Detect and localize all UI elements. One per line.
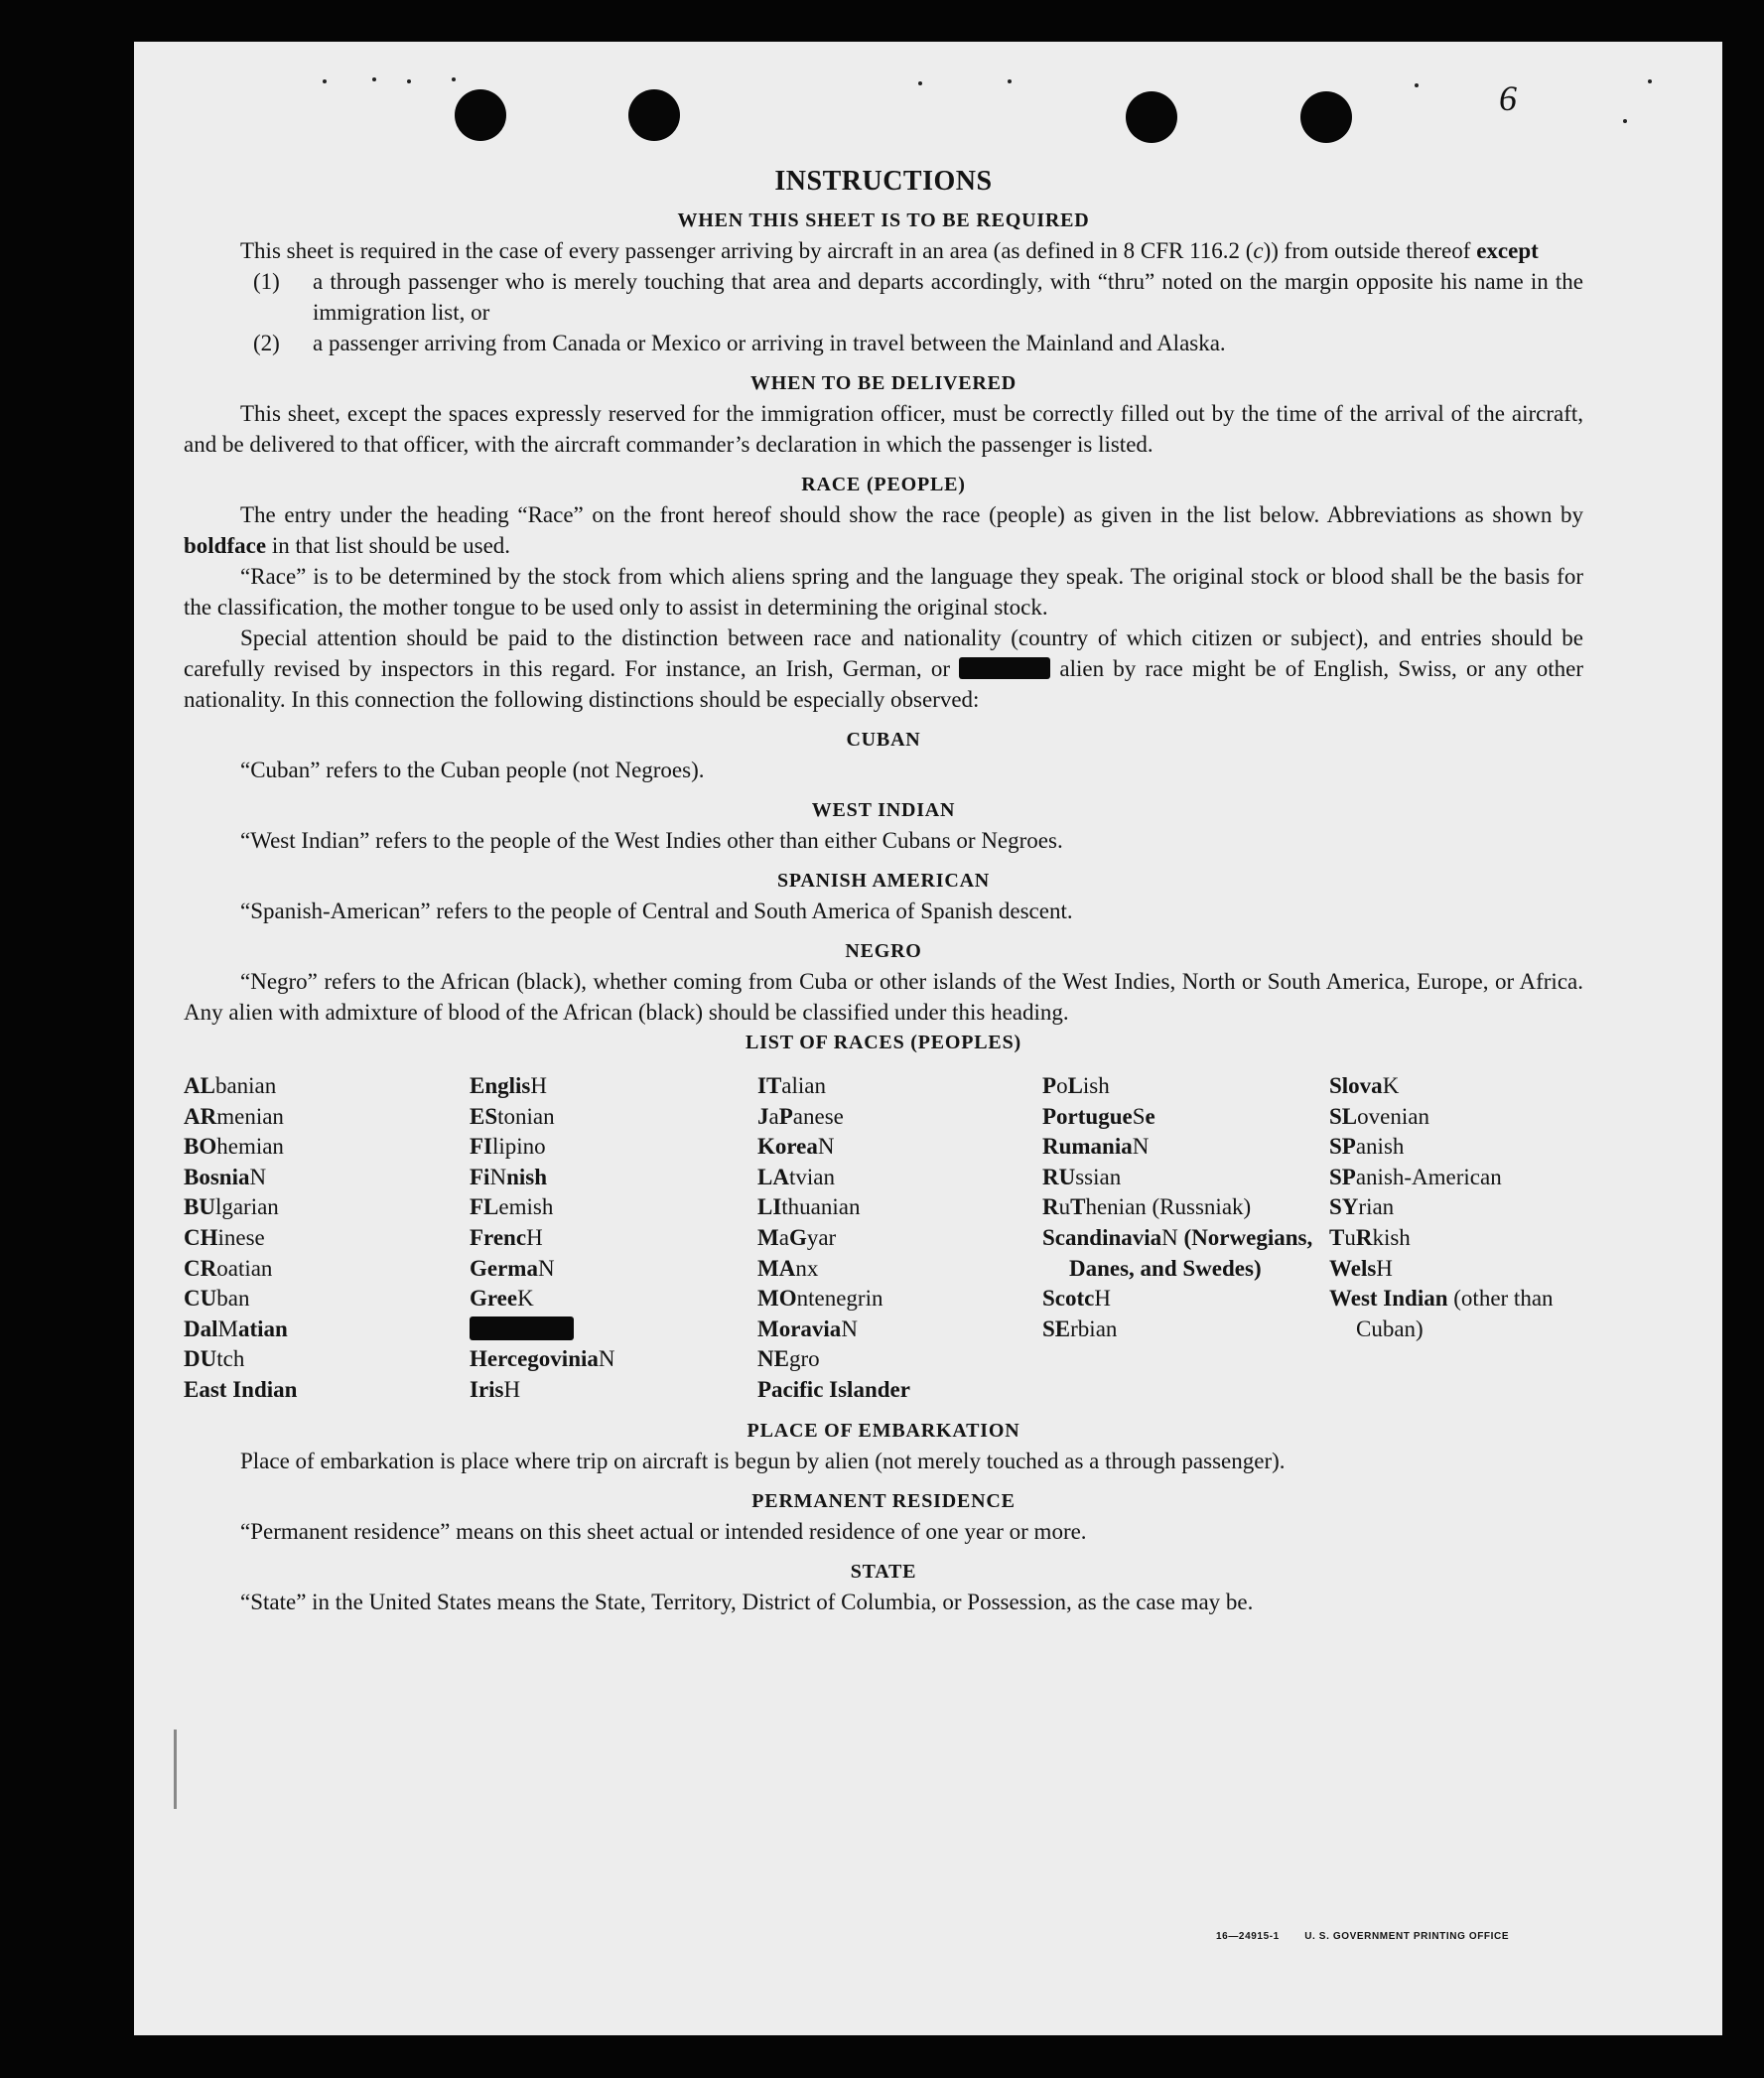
speck bbox=[407, 79, 411, 83]
race-item: FIlipino bbox=[470, 1134, 546, 1160]
punch-hole bbox=[1126, 91, 1177, 143]
race-item: MaGyar bbox=[757, 1224, 837, 1250]
spanish-american-text: “Spanish-American” refers to the people of Central and South America of Spanish descent. bbox=[240, 899, 1073, 923]
speck bbox=[452, 77, 456, 81]
section-heading-west-indian: WEST INDIAN bbox=[811, 799, 956, 821]
race-item: FiNnish bbox=[470, 1164, 548, 1189]
race-item: RumaniaN bbox=[1042, 1134, 1150, 1160]
speck bbox=[323, 79, 327, 83]
race-item: SPanish-American bbox=[1329, 1164, 1502, 1189]
punch-hole bbox=[455, 89, 506, 141]
race-item: CHinese bbox=[184, 1224, 265, 1250]
race-item: BUlgarian bbox=[184, 1194, 279, 1220]
section-heading-when-required: WHEN THIS SHEET IS TO BE REQUIRED bbox=[677, 209, 1090, 231]
page-title: INSTRUCTIONS bbox=[774, 166, 993, 197]
race-item: RUssian bbox=[1042, 1164, 1122, 1189]
state-text: “State” in the United States means the State, Territory, District of Columbia, or Possession, as the case may be. bbox=[240, 1589, 1254, 1614]
race-item: MoraviaN bbox=[757, 1316, 858, 1341]
race-item: ITalian bbox=[757, 1073, 826, 1098]
race-item: SlovaK bbox=[1329, 1073, 1400, 1098]
race-item: EnglisH bbox=[470, 1073, 547, 1098]
race-item: KoreaN bbox=[757, 1134, 835, 1160]
race-item: CUban bbox=[184, 1286, 250, 1312]
races-list bbox=[184, 1071, 1583, 1406]
race-item: DUtch bbox=[184, 1346, 245, 1372]
when-required-intro: This sheet is required in the case of every passenger arriving by aircraft in an area (as defined in 8 CFR 116.2 (c)) from outside thereof except bbox=[240, 238, 1539, 263]
residence-text: “Permanent residence” means on this sheet actual or intended residence of one year or more. bbox=[240, 1518, 1087, 1544]
race-column bbox=[1329, 1071, 1583, 1406]
form-number: 16—24915-1 bbox=[1216, 1931, 1280, 1942]
race-item: Pacific Islander bbox=[757, 1376, 910, 1402]
document-page bbox=[134, 42, 1722, 2035]
race-item: LIthuanian bbox=[757, 1194, 861, 1220]
redaction-mark bbox=[959, 657, 1050, 679]
race-item: JaPanese bbox=[757, 1103, 844, 1129]
scan-mark bbox=[174, 1730, 177, 1809]
speck bbox=[1008, 79, 1012, 83]
section-heading-race: RACE (PEOPLE) bbox=[801, 474, 966, 495]
speck bbox=[1415, 83, 1419, 87]
race-item bbox=[470, 1315, 757, 1345]
section-heading-when-delivered: WHEN TO BE DELIVERED bbox=[749, 372, 1018, 394]
form-footer bbox=[1216, 1931, 1509, 1942]
race-item: NEgro bbox=[757, 1346, 820, 1372]
race-item: SErbian bbox=[1042, 1316, 1118, 1341]
race-item: DalMatian bbox=[184, 1316, 288, 1341]
race-item: GreeK bbox=[470, 1286, 534, 1312]
race-column bbox=[1042, 1071, 1329, 1406]
race-item: SYrian bbox=[1329, 1194, 1395, 1220]
handwritten-mark: 6 bbox=[1499, 78, 1517, 118]
exception-item: (1) a through passenger who is merely touching that area and departs accordingly, with “thru” noted on the margin opposite his name in the immigration list, or bbox=[253, 269, 1583, 325]
speck bbox=[372, 77, 376, 81]
section-heading-embarkation: PLACE OF EMBARKATION bbox=[746, 1419, 1020, 1442]
race-item: ScandinaviaN (Norwegians, Danes, and Swedes) bbox=[1042, 1224, 1313, 1281]
race-paragraph-3: Special attention should be paid to the distinction between race and nationality (country of which citizen or subject), and entries should be carefully revised by inspectors in this regard. For instance, an Irish, German, or alien by race might be of English, Swiss, or any other nationality. In this connection the following distinctions should be especially observed: bbox=[184, 625, 1583, 712]
race-item: IrisH bbox=[470, 1376, 521, 1402]
race-item: GermaN bbox=[470, 1255, 555, 1281]
race-item: ScotcH bbox=[1042, 1286, 1111, 1312]
race-column bbox=[470, 1071, 757, 1406]
race-paragraph-1: The entry under the heading “Race” on the front hereof should show the race (people) as given in the list below. Abbreviations as shown by boldface in that list should be used. bbox=[184, 502, 1583, 558]
race-item: East Indian bbox=[184, 1376, 298, 1402]
embarkation-text: Place of embarkation is place where trip on aircraft is begun by alien (not merely touched as a through passenger). bbox=[240, 1448, 1286, 1473]
race-item: FLemish bbox=[470, 1194, 554, 1220]
race-column bbox=[757, 1071, 1042, 1406]
redaction-mark bbox=[470, 1316, 574, 1340]
punch-hole bbox=[1300, 91, 1352, 143]
race-item: PoLish bbox=[1042, 1073, 1110, 1098]
race-item: WelsH bbox=[1329, 1255, 1393, 1281]
race-item: FrencH bbox=[470, 1224, 543, 1250]
race-item: MAnx bbox=[757, 1255, 819, 1281]
race-item: PortugueSe bbox=[1042, 1103, 1155, 1129]
speck bbox=[1648, 79, 1652, 83]
race-item: HercegoviniaN bbox=[470, 1346, 615, 1372]
race-item: ARmenian bbox=[184, 1103, 284, 1129]
exception-item: (2) a passenger arriving from Canada or Mexico or arriving in travel between the Mainland and Alaska. bbox=[253, 331, 1226, 355]
section-heading-state: STATE bbox=[850, 1560, 917, 1583]
race-item: SLovenian bbox=[1329, 1103, 1429, 1129]
section-heading-negro: NEGRO bbox=[845, 940, 922, 962]
section-heading-cuban: CUBAN bbox=[846, 729, 921, 751]
printer-imprint: U. S. GOVERNMENT PRINTING OFFICE bbox=[1304, 1931, 1510, 1942]
speck bbox=[1623, 119, 1627, 123]
punch-hole bbox=[628, 89, 680, 141]
section-heading-spanish-american: SPANISH AMERICAN bbox=[776, 870, 991, 892]
race-item: CRoatian bbox=[184, 1255, 273, 1281]
instructions-content bbox=[184, 164, 1583, 1617]
race-item: RuThenian (Russniak) bbox=[1042, 1194, 1252, 1220]
negro-text: “Negro” refers to the African (black), whether coming from Cuba or other islands of the West Indies, North or South America, Europe, or Africa. Any alien with admixture of blood of the African (black) should be classified under this heading. bbox=[184, 969, 1583, 1025]
section-heading-residence: PERMANENT RESIDENCE bbox=[751, 1489, 1016, 1512]
west-indian-text: “West Indian” refers to the people of the West Indies other than either Cubans or Negroes. bbox=[240, 828, 1063, 853]
race-item: EStonian bbox=[470, 1103, 555, 1129]
race-item: ALbanian bbox=[184, 1073, 277, 1098]
speck bbox=[918, 81, 922, 85]
race-item: MOntenegrin bbox=[757, 1286, 883, 1312]
race-column bbox=[184, 1071, 470, 1406]
section-heading-list-of-races: LIST OF RACES (PEOPLES) bbox=[746, 1032, 1021, 1053]
cuban-text: “Cuban” refers to the Cuban people (not Negroes). bbox=[240, 758, 705, 782]
race-paragraph-2: “Race” is to be determined by the stock from which aliens spring and the language they speak. The original stock or blood shall be the basis for the classification, the mother tongue to be used only to assist in determining the original stock. bbox=[184, 564, 1583, 620]
race-item: West Indian (other than Cuban) bbox=[1329, 1286, 1554, 1341]
when-delivered-text: This sheet, except the spaces expressly reserved for the immigration officer, must be correctly filled out by the time of the arrival of the aircraft, and be delivered to that officer, with the aircraft commander’s declaration in which the passenger is listed. bbox=[184, 401, 1583, 457]
race-item: TuRkish bbox=[1329, 1224, 1411, 1250]
race-item: SPanish bbox=[1329, 1134, 1405, 1160]
race-item: BosniaN bbox=[184, 1164, 267, 1189]
race-item: BOhemian bbox=[184, 1134, 284, 1160]
race-item: LAtvian bbox=[757, 1164, 835, 1189]
